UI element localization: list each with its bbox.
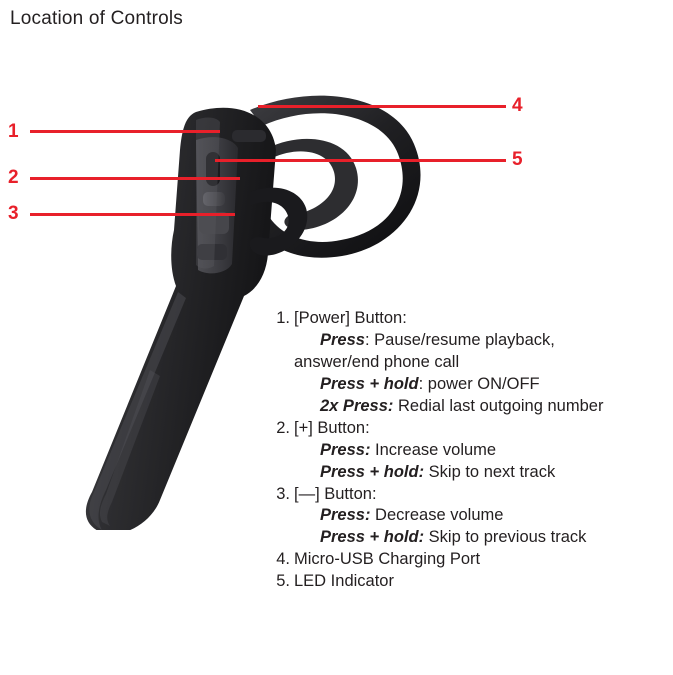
list-detail — [294, 374, 670, 396]
list-item-title: [+] Button: — [294, 418, 370, 437]
list-item — [272, 549, 670, 571]
list-marker: 3. — [276, 484, 290, 503]
micro-usb-port — [232, 130, 266, 142]
list-detail — [294, 396, 670, 418]
list-item — [272, 308, 670, 418]
detail-text: answer/end phone call — [294, 352, 460, 371]
list-marker: 4. — [276, 550, 290, 569]
controls-list — [272, 308, 670, 593]
callout-number-4: 4 — [512, 95, 523, 116]
detail-emphasis: Press + hold — [320, 374, 419, 393]
detail-text: Redial last outgoing number — [393, 396, 604, 415]
page-title: Location of Controls — [10, 8, 183, 29]
list-marker: 5. — [276, 572, 290, 591]
list-detail — [294, 462, 670, 484]
list-item — [272, 484, 670, 550]
detail-text: Increase volume — [370, 440, 497, 459]
callout-line-2 — [30, 177, 240, 180]
callout-line-3 — [30, 213, 235, 216]
list-item — [272, 571, 670, 593]
callout-number-2: 2 — [8, 167, 19, 188]
list-item — [272, 418, 670, 484]
detail-text: power ON/OFF — [423, 374, 540, 393]
detail-emphasis: Press: — [320, 440, 371, 459]
list-marker: 1. — [276, 309, 290, 327]
detail-text: Pause/resume playback, — [369, 330, 555, 349]
list-item-title: Micro-USB Charging Port — [294, 550, 481, 569]
detail-emphasis: Press + hold: — [320, 462, 425, 481]
detail-emphasis: Press + hold: — [320, 528, 425, 547]
list-detail — [294, 505, 670, 527]
callout-line-4 — [258, 105, 506, 108]
list-detail — [294, 330, 670, 352]
list-detail — [294, 440, 670, 462]
list-detail — [294, 352, 670, 374]
detail-text: Decrease volume — [370, 506, 504, 525]
callout-line-1 — [30, 130, 220, 133]
callout-line-5 — [215, 159, 506, 162]
list-marker: 2. — [276, 418, 290, 437]
detail-sep: : — [364, 330, 370, 349]
detail-emphasis: 2x Press: — [320, 396, 394, 415]
list-detail — [294, 527, 670, 549]
list-item-title: LED Indicator — [294, 572, 394, 591]
list-item-title: [Power] Button: — [294, 309, 407, 327]
detail-emphasis: Press: — [320, 506, 371, 525]
callout-number-5: 5 — [512, 149, 523, 170]
detail-sep: : — [418, 374, 424, 393]
callout-number-3: 3 — [8, 203, 19, 224]
list-item-title: [—] Button: — [294, 484, 377, 503]
detail-text: Skip to previous track — [424, 528, 587, 547]
callout-number-1: 1 — [8, 121, 19, 142]
detail-text: Skip to next track — [424, 462, 556, 481]
detail-emphasis: Press — [320, 330, 365, 349]
